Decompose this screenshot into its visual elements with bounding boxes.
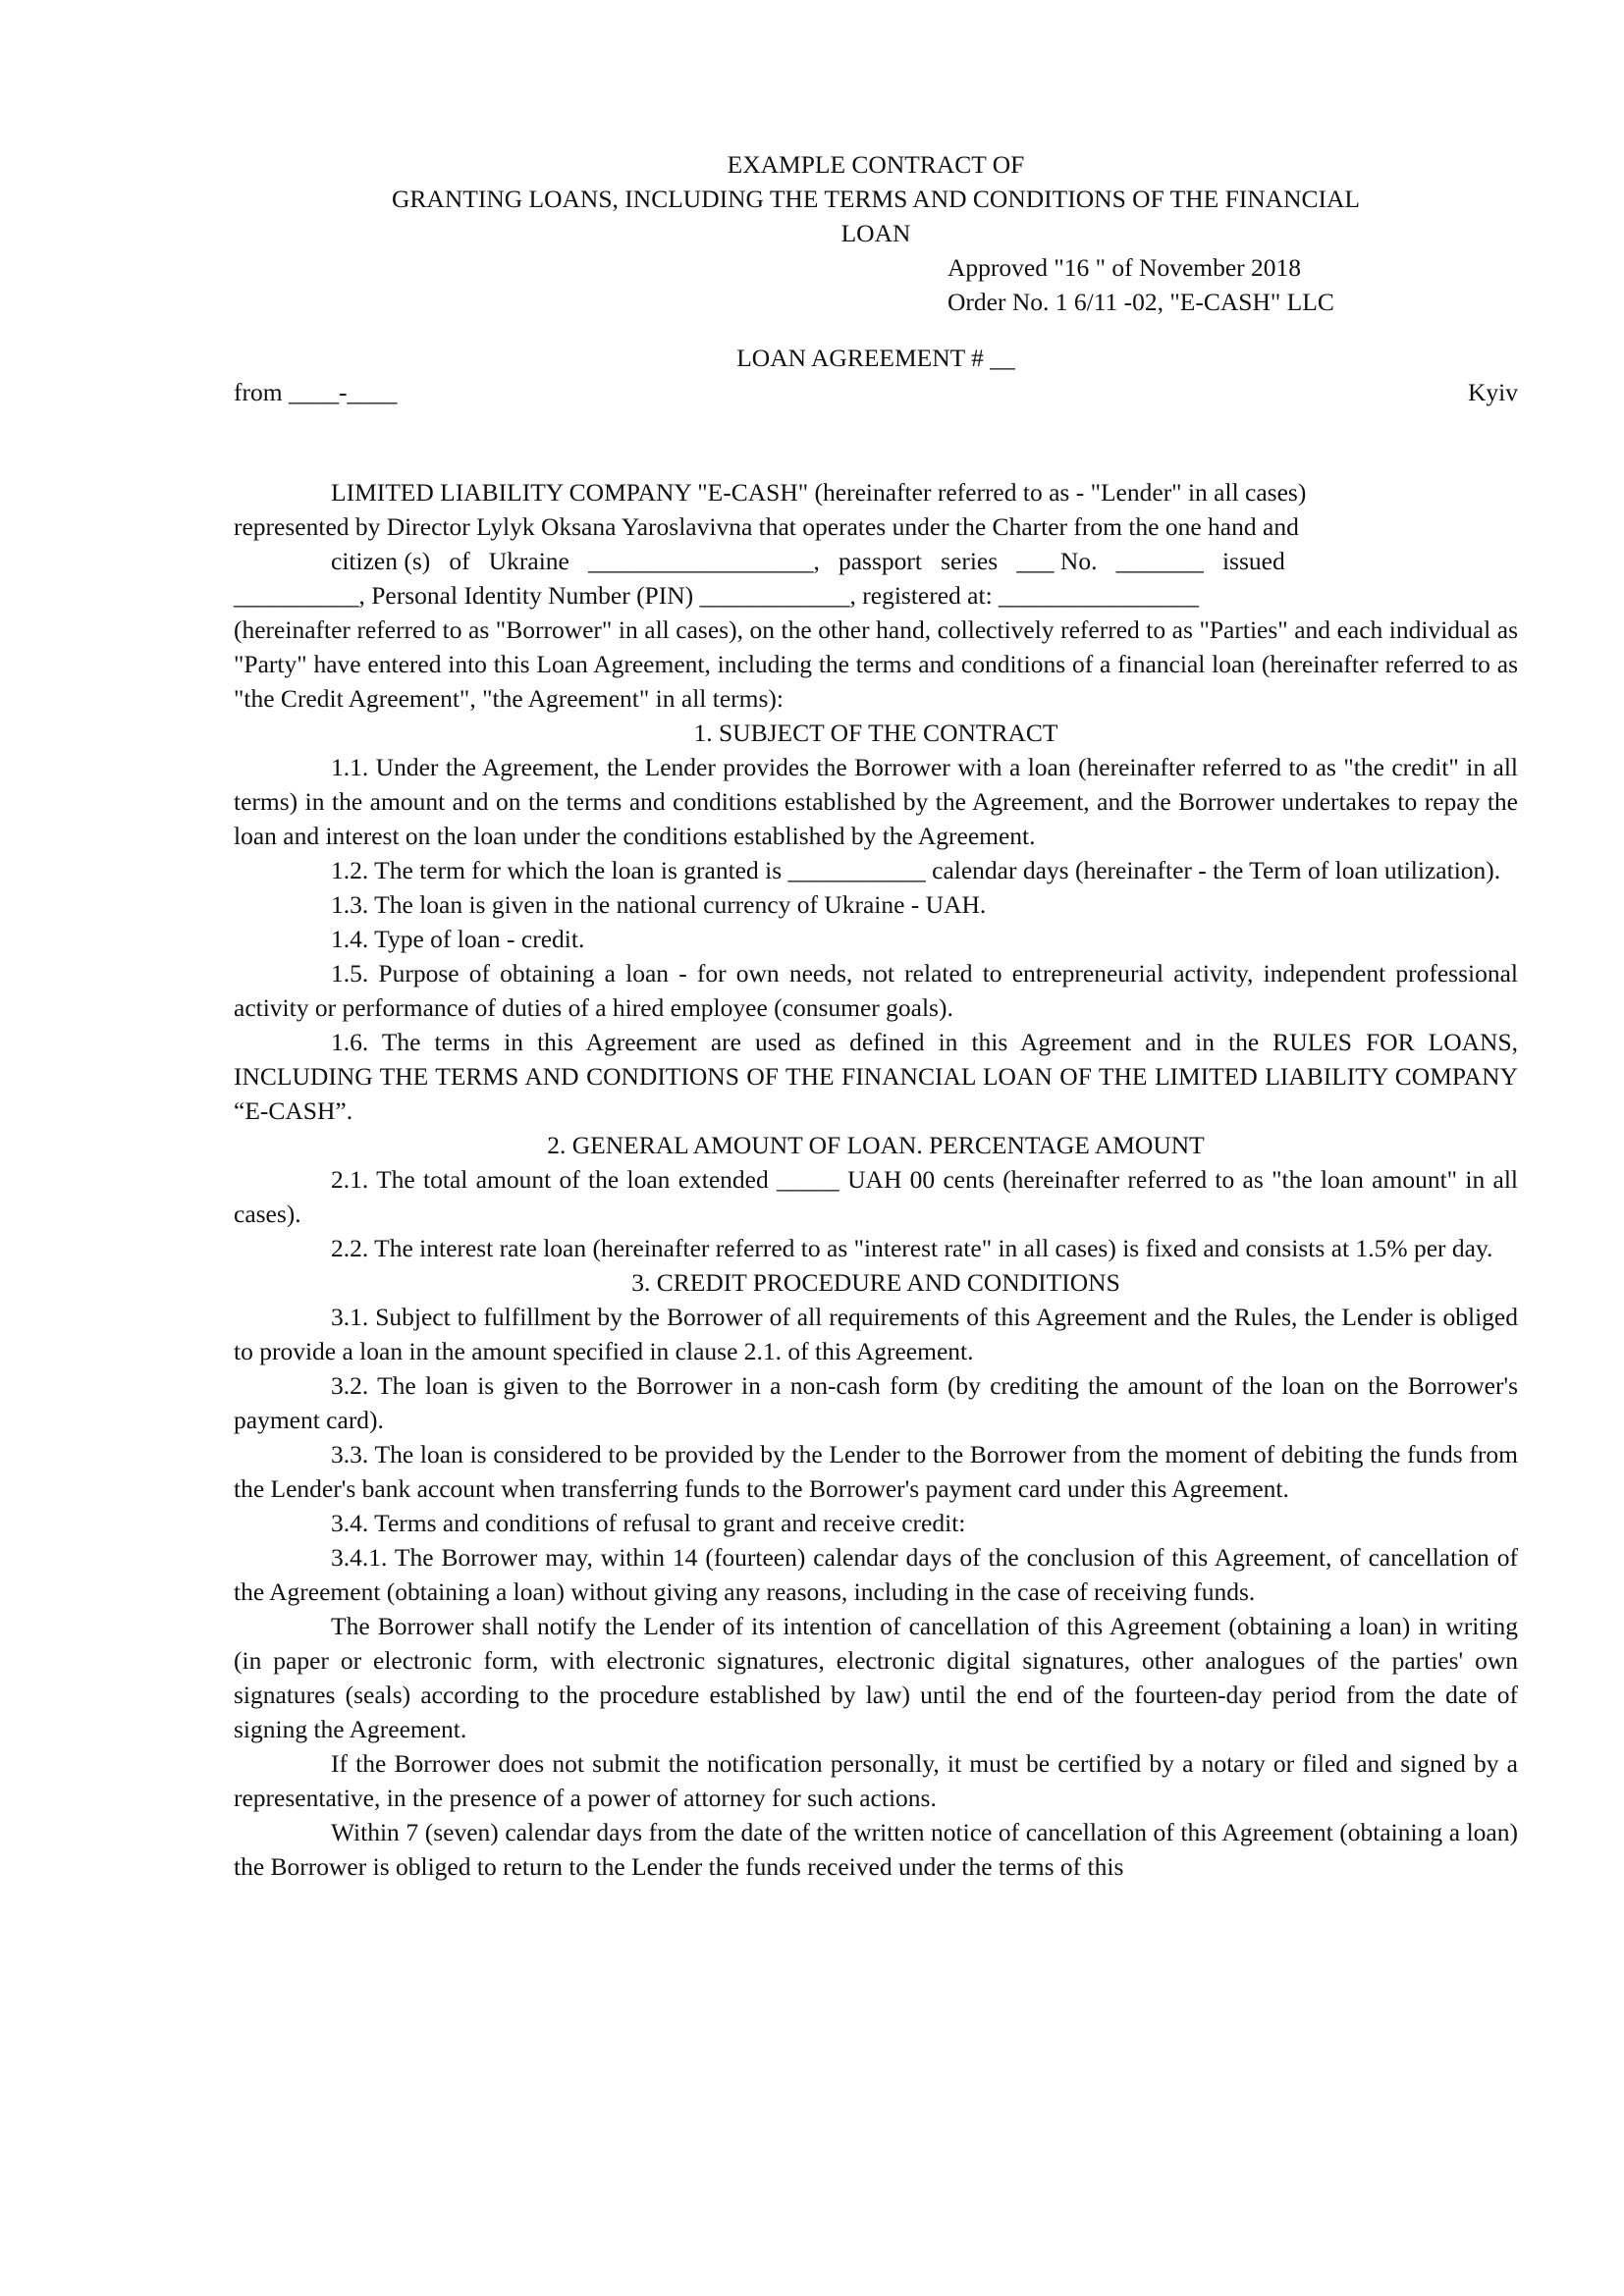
section-2-heading: 2. GENERAL AMOUNT OF LOAN. PERCENTAGE AMOUNT xyxy=(547,1131,1205,1159)
doc-title-line-2: GRANTING LOANS, INCLUDING THE TERMS AND CONDITIONS OF THE FINANCIAL xyxy=(392,185,1360,213)
agreement-title: LOAN AGREEMENT # __ xyxy=(736,344,1015,372)
clause-3-1: 3.1. Subject to fulfillment by the Borrower of all requirements of this Agreement and the Rules, the Lender is obliged to provide a loan in the amount specified in clause 2.1. of this Agreement. xyxy=(234,1303,1518,1365)
clause-3-4-1: 3.4.1. The Borrower may, within 14 (fourteen) calendar days of the conclusion of this Agreement, of cancellation of the Agreement (obtaining a loan) without giving any reasons, including in the case of receiving funds. xyxy=(234,1543,1518,1606)
return-funds-paragraph: Within 7 (seven) calendar days from the date of the written notice of cancellation of this Agreement (obtaining a loan) the Borrower is obliged to return to the Lender the funds received under the terms of this xyxy=(234,1818,1518,1881)
clause-1-4: 1.4. Type of loan - credit. xyxy=(331,925,585,953)
clause-1-3: 1.3. The loan is given in the national currency of Ukraine - UAH. xyxy=(331,890,987,919)
clause-1-6: 1.6. The terms in this Agreement are used as defined in this Agreement and in the RULES FOR LOANS, INCLUDING THE TERMS AND CONDITIONS OF THE FINANCIAL LOAN OF THE LIMITED LIABILITY COMPANY “E-CASH”. xyxy=(234,1028,1518,1125)
section-1-heading: 1. SUBJECT OF THE CONTRACT xyxy=(693,719,1058,747)
cancellation-notice-paragraph: The Borrower shall notify the Lender of its intention of cancellation of this Agreement (obtaining a loan) in writing (in paper or electronic form, with electronic signatures, electronic digital signatures, other analogues of the parties' own signatures (seals) according to the procedure established by law) until the end of the fourteen-day period from the date of signing the Agreement. xyxy=(234,1612,1518,1743)
agreement-city: Kyiv xyxy=(1468,378,1518,406)
parties-line-1: LIMITED LIABILITY COMPANY "E-CASH" (hereinafter referred to as - "Lender" in all cases) xyxy=(331,478,1307,507)
clause-2-2: 2.2. The interest rate loan (hereinafter referred to as "interest rate" in all cases) is fixed and consists at 1.5% per day. xyxy=(331,1234,1493,1262)
parties-line-3: citizen (s) of Ukraine __________________, passport series ___ No. _______ issued xyxy=(331,547,1285,575)
parties-line-4: __________, Personal Identity Number (PIN) ____________, registered at: ________________ xyxy=(234,581,1200,610)
parties-line-2: represented by Director Lylyk Oksana Yaroslavivna that operates under the Charter from the one hand and xyxy=(234,512,1299,541)
clause-2-1: 2.1. The total amount of the loan extended _____ UAH 00 cents (hereinafter referred to as "the loan amount" in all cases). xyxy=(234,1165,1518,1228)
clause-3-2: 3.2. The loan is given to the Borrower in a non-cash form (by crediting the amount of the loan on the Borrower's payment card). xyxy=(234,1371,1518,1434)
agreement-date: from ____-____ xyxy=(234,378,398,406)
approval-date: Approved "16 " of November 2018 xyxy=(947,253,1302,282)
parties-line-5: (hereinafter referred to as "Borrower" in all cases), on the other hand, collectively referred to as "Parties" and each individual as "Party" have entered into this Loan Agreement, including the terms and conditions of a financial loan (hereinafter referred to as "the Credit Agreement", "the Agreement" in all terms): xyxy=(234,615,1518,713)
section-3-heading: 3. CREDIT PROCEDURE AND CONDITIONS xyxy=(631,1268,1120,1297)
clause-1-1: 1.1. Under the Agreement, the Lender provides the Borrower with a loan (hereinafter referred to as "the credit" in all terms) in the amount and on the terms and conditions established by the Agreement, and the Borrower undertakes to repay the loan and interest on the loan under the conditions established by the Agreement. xyxy=(234,753,1518,850)
document-page xyxy=(234,147,1518,1884)
agreement-date-city-row xyxy=(234,375,1518,409)
notary-paragraph: If the Borrower does not submit the notification personally, it must be certified by a notary or filed and signed by a representative, in the presence of a power of attorney for such actions. xyxy=(234,1749,1518,1812)
doc-title-line-1: EXAMPLE CONTRACT OF xyxy=(727,150,1025,179)
clause-1-2: 1.2. The term for which the loan is granted is ___________ calendar days (hereinafter - the Term of loan utilization). xyxy=(331,856,1501,884)
clause-3-3: 3.3. The loan is considered to be provided by the Lender to the Borrower from the moment of debiting the funds from the Lender's bank account when transferring funds to the Borrower's payment card under this Agreement. xyxy=(234,1440,1518,1503)
clause-3-4: 3.4. Terms and conditions of refusal to grant and receive credit: xyxy=(331,1509,966,1537)
clause-1-5: 1.5. Purpose of obtaining a loan - for own needs, not related to entrepreneurial activity, independent professional activity or performance of duties of a hired employee (consumer goals). xyxy=(234,959,1518,1022)
approval-order: Order No. 1 6/11 -02, "E-CASH" LLC xyxy=(947,288,1334,316)
doc-title-line-3: LOAN xyxy=(840,219,911,247)
